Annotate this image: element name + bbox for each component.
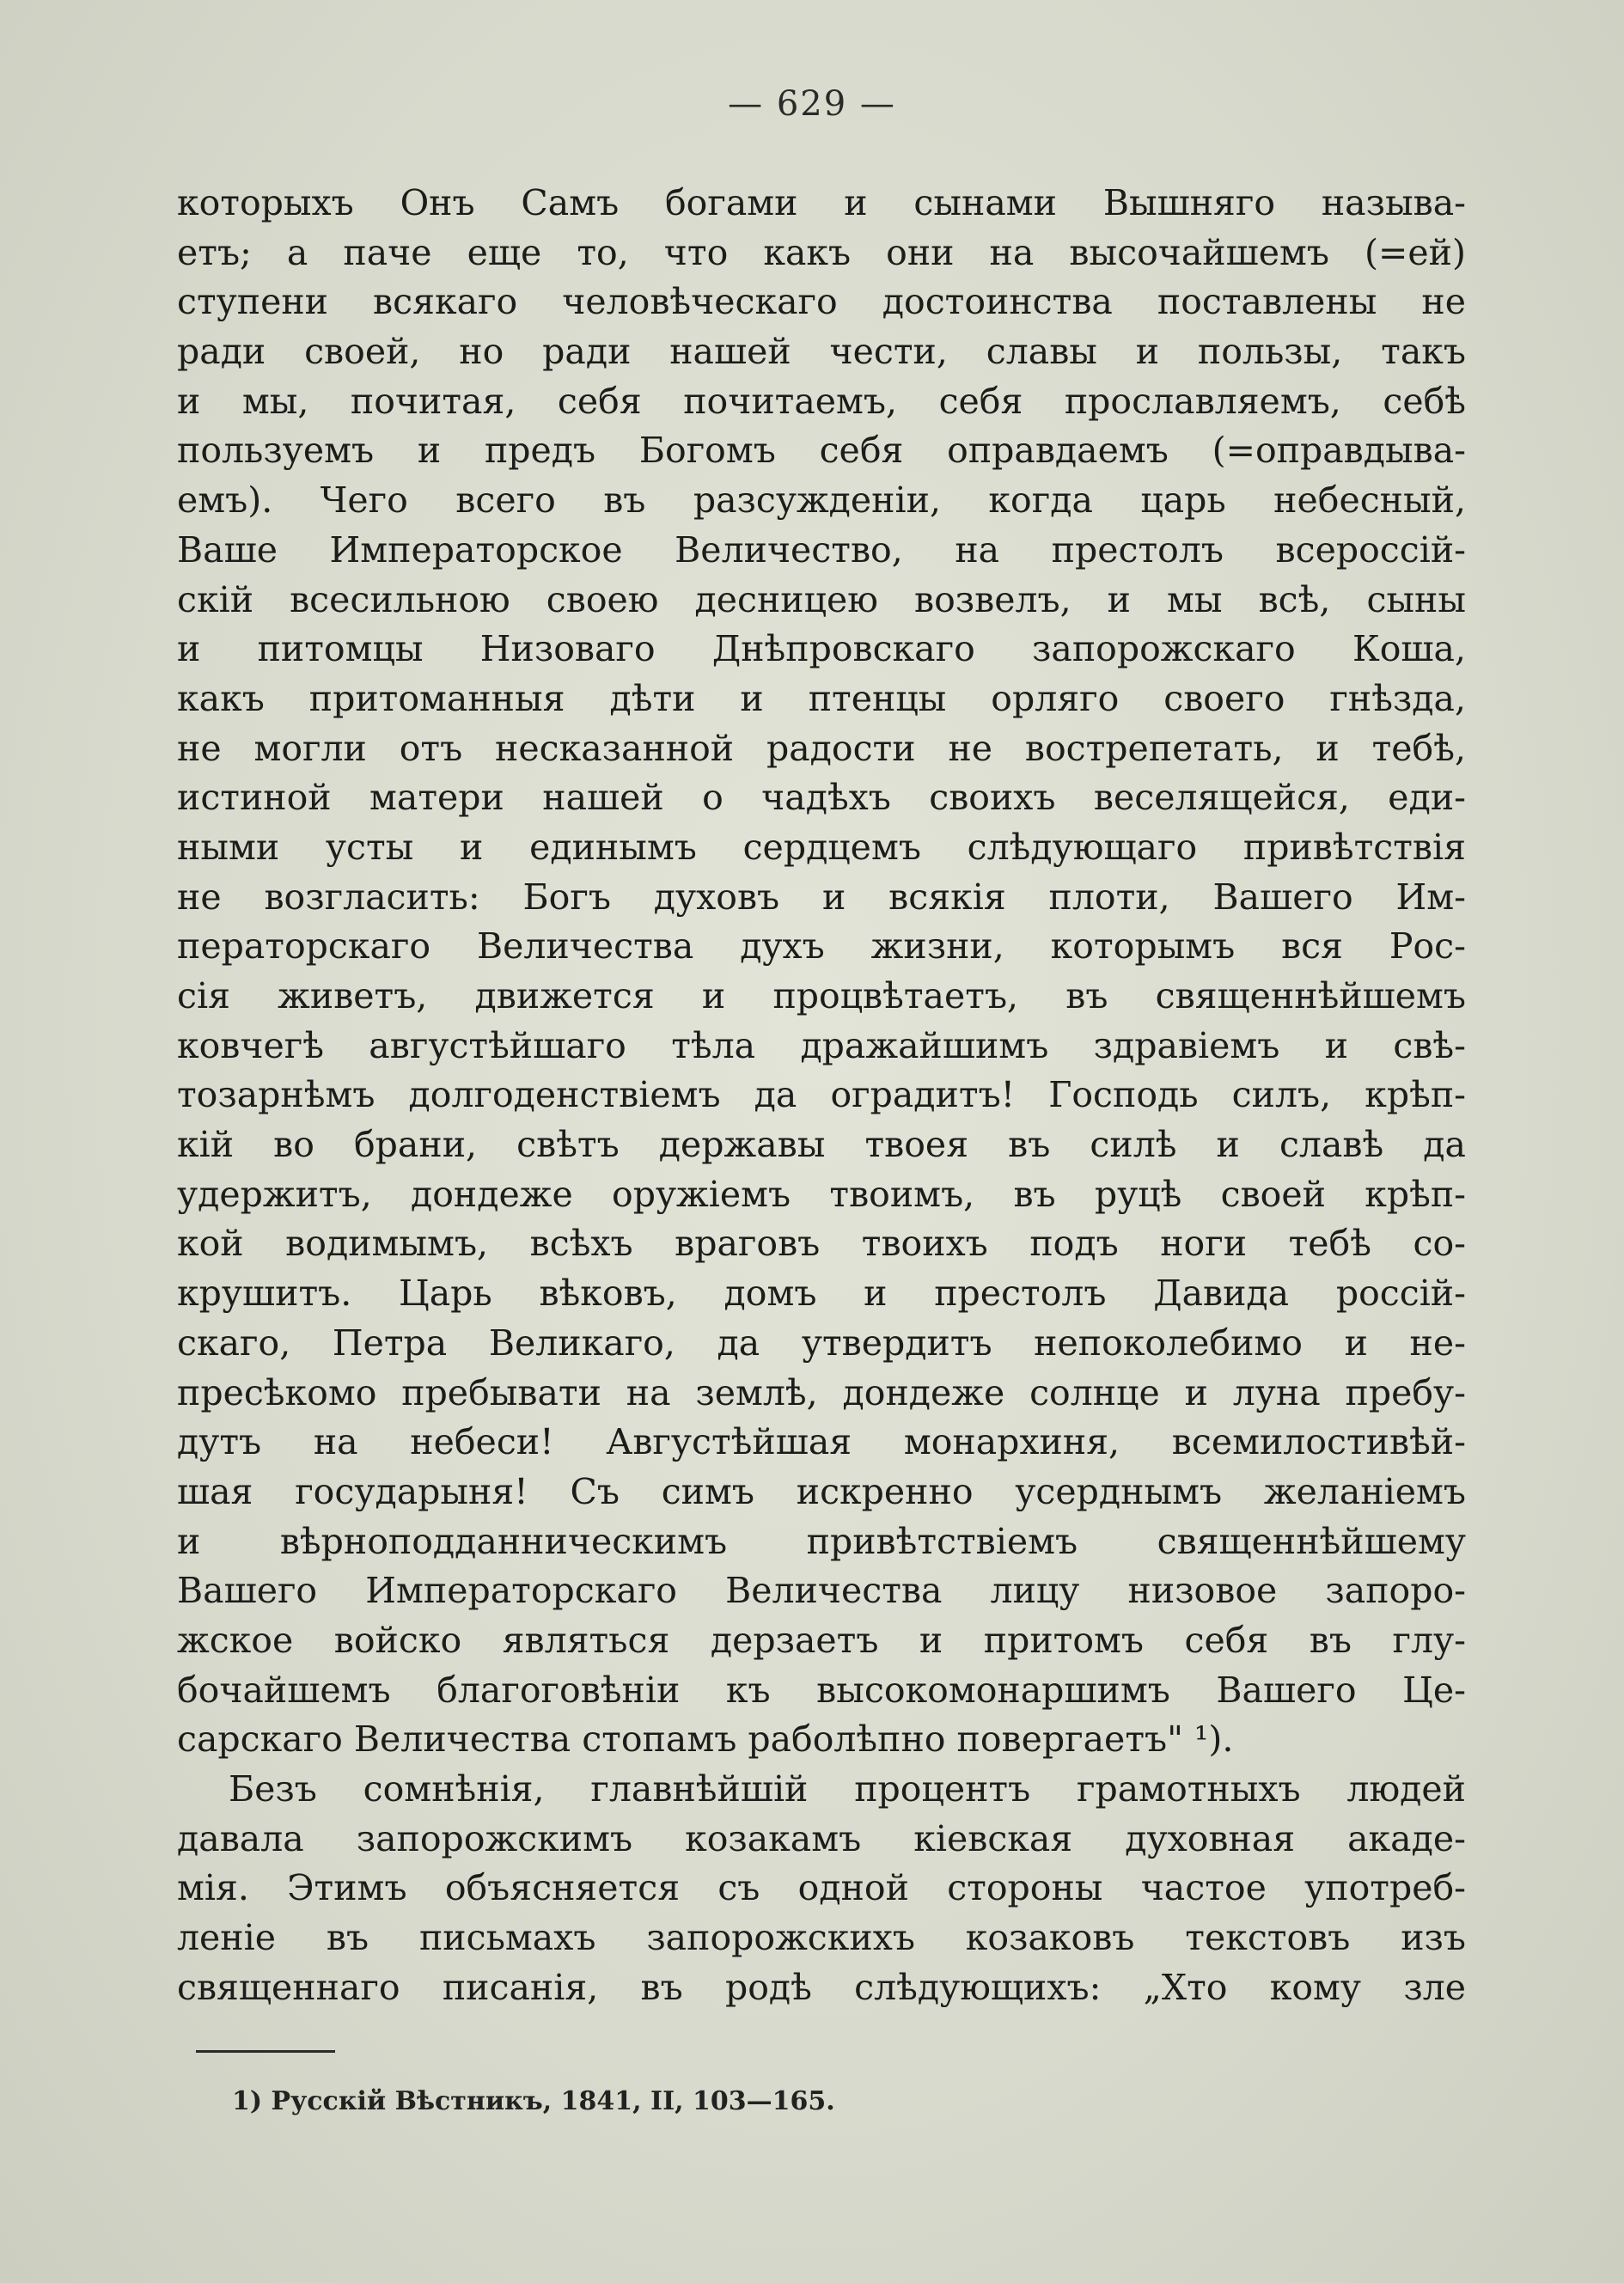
text-line: Вашего Императорскаго Величества лицу низовое запоро-: [177, 1570, 1466, 1612]
text-line: шая государыня! Съ симъ искренно усерднымъ желаніемъ: [177, 1470, 1466, 1512]
text-line: ными усты и единымъ сердцемъ слѣдующаго привѣтствія: [177, 826, 1466, 868]
text-line: дутъ на небеси! Августѣйшая монархиня, всемилостивѣй-: [177, 1421, 1466, 1463]
text-line: крушитъ. Царь вѣковъ, домъ и престолъ Давида россій-: [177, 1273, 1466, 1315]
footnote-marker: 1): [232, 2086, 263, 2116]
text-line: кой водимымъ, всѣхъ враговъ твоихъ подъ ноги тебѣ со-: [177, 1223, 1466, 1265]
text-line: етъ; а паче еще то, что какъ они на высочайшемъ (=ей): [177, 231, 1466, 273]
text-line: и питомцы Низоваго Днѣпровскаго запорожскаго Коша,: [177, 628, 1466, 670]
text-line: ради своей, но ради нашей чести, славы и пользы, такъ: [177, 331, 1466, 373]
text-line: священнаго писанія, въ родѣ слѣдующихъ: „Хто кому зле: [177, 1966, 1466, 2008]
text-line: пользуемъ и предъ Богомъ себя оправдаемъ (=оправдыва-: [177, 430, 1466, 472]
text-line: кій во брани, свѣтъ державы твоея въ силѣ и славѣ да: [177, 1124, 1466, 1166]
text-line: не могли отъ несказанной радости не вострепетать, и тебѣ,: [177, 727, 1466, 769]
body-text: [177, 179, 1466, 2012]
text-line: мія. Этимъ объясняется съ одной стороны частое употреб-: [177, 1867, 1466, 1909]
text-line: тозарнѣмъ долгоденствіемъ да оградитъ! Господь силъ, крѣп-: [177, 1074, 1466, 1116]
page-number: — 629 —: [728, 84, 896, 124]
text-line: не возгласить: Богъ духовъ и всякія плоти, Вашего Им-: [177, 876, 1466, 918]
text-line: истиной матери нашей о чадѣхъ своихъ веселящейся, еди-: [177, 777, 1466, 819]
text-line: какъ притоманныя дѣти и птенцы орляго своего гнѣзда,: [177, 677, 1466, 719]
text-line: сія живетъ, движется и процвѣтаетъ, въ священнѣйшемъ: [177, 975, 1466, 1016]
paragraph-start-line: Безъ сомнѣнія, главнѣйшій процентъ грамотныхъ людей: [229, 1768, 1466, 1810]
text-line: ператорскаго Величества духъ жизни, которымъ вся Рос-: [177, 925, 1466, 968]
text-line: скаго, Петра Великаго, да утвердитъ непоколебимо и не-: [177, 1322, 1466, 1364]
text-line: леніе въ письмахъ запорожскихъ козаковъ текстовъ изъ: [177, 1917, 1466, 1959]
text-line: удержитъ, дондеже оружіемъ твоимъ, въ руцѣ своей крѣп-: [177, 1173, 1466, 1215]
footnote-text: Русскій Вѣстникъ, 1841, II, 103—165.: [271, 2086, 835, 2116]
text-line: жское войско являться дерзаетъ и притомъ себя въ глу-: [177, 1619, 1466, 1661]
text-line: Ваше Императорское Величество, на престолъ всероссій-: [177, 528, 1466, 571]
text-line: и мы, почитая, себя почитаемъ, себя прославляемъ, себѣ: [177, 380, 1466, 422]
text-line: пресѣкомо пребывати на землѣ, дондеже солнце и луна пребу-: [177, 1371, 1466, 1413]
text-line: сарскаго Величества стопамъ раболѣпно повергаетъ" ¹).: [177, 1718, 1234, 1761]
footnote-divider: [196, 2050, 335, 2053]
text-line: скій всесильною своею десницею возвелъ, и мы всѣ, сыны: [177, 578, 1466, 620]
text-line: давала запорожскимъ козакамъ кіевская духовная акаде-: [177, 1817, 1466, 1859]
text-line: ковчегѣ августѣйшаго тѣла дражайшимъ здравіемъ и свѣ-: [177, 1024, 1466, 1066]
text-line: емъ). Чего всего въ разсужденіи, когда царь небесный,: [177, 479, 1466, 522]
text-line: которыхъ Онъ Самъ богами и сынами Вышняго называ-: [177, 182, 1466, 223]
footnote: [232, 2086, 835, 2116]
text-line: и вѣрноподданническимъ привѣтствіемъ священнѣйшему: [177, 1520, 1466, 1562]
text-line: бочайшемъ благоговѣніи къ высокомонаршимъ Вашего Це-: [177, 1669, 1466, 1711]
text-line: ступени всякаго человѣческаго достоинства поставлены не: [177, 281, 1466, 323]
